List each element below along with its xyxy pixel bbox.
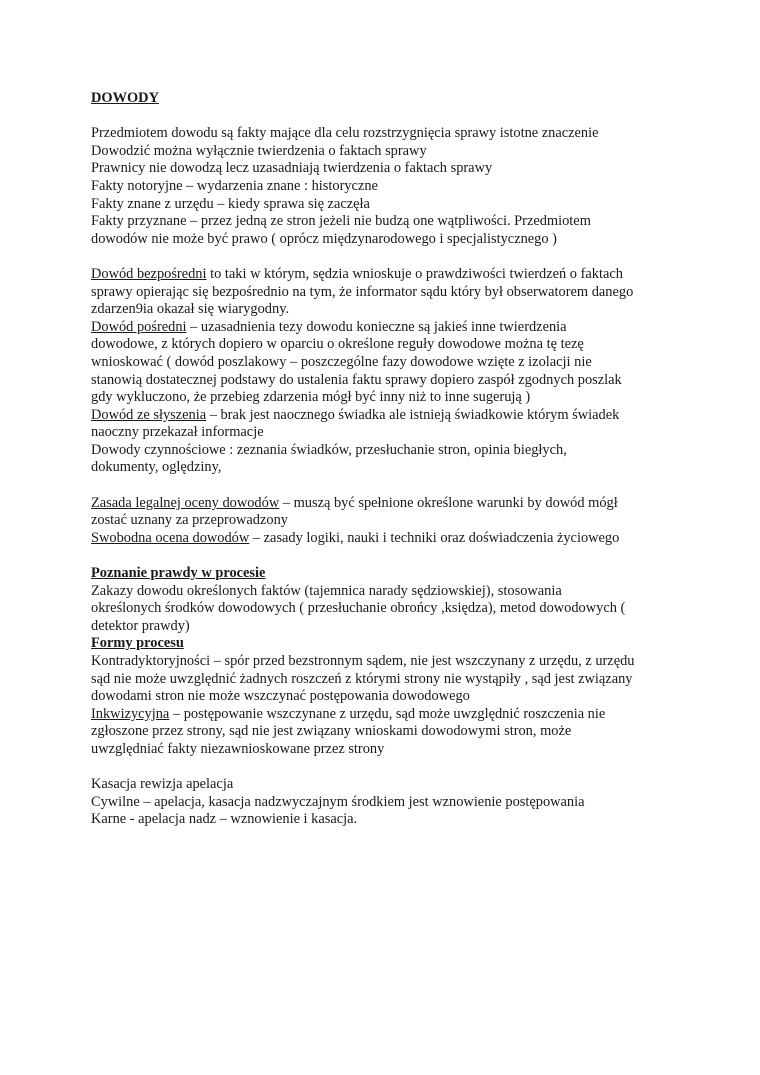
text-line bbox=[91, 319, 681, 337]
text-line: Dowodzić można wyłącznie twierdzenia o faktach sprawy bbox=[91, 142, 427, 159]
text-line: dowodowe, z których dopiero w oparciu o określone reguły dowodowe można tę tezę bbox=[91, 336, 584, 353]
text-line: zdarzen9ia okazał się wiarygodny. bbox=[91, 301, 290, 318]
term-dowod-bezposredni: Dowód bezpośredni bbox=[91, 265, 207, 282]
text-line: dowodów nie może być prawo ( oprócz międzynarodowego i specjalistycznego ) bbox=[91, 230, 557, 247]
text-line: zgłoszone przez strony, sąd nie jest związany wnioskami dowodowymi stron, może bbox=[91, 723, 572, 740]
text-fragment: – postępowanie wszczynane z urzędu, sąd może uwzględnić roszczenia nie bbox=[169, 705, 606, 722]
spacer bbox=[91, 547, 681, 565]
text-line bbox=[91, 407, 681, 425]
term-swobodna-ocena: Swobodna ocena dowodów bbox=[91, 529, 250, 546]
text-line bbox=[91, 495, 681, 513]
text-line: gdy wykluczono, że przebieg zdarzenia mógł być inny niż to inne sugerują ) bbox=[91, 389, 531, 406]
text-fragment: – muszą być spełnione określone warunki by dowód mógł bbox=[279, 494, 618, 511]
term-zasada-legalnej-oceny: Zasada legalnej oceny dowodów bbox=[91, 494, 280, 511]
text-line: Przedmiotem dowodu są fakty mające dla celu rozstrzygnięcia sprawy istotne znaczenie bbox=[91, 125, 599, 142]
text-line: Cywilne – apelacja, kasacja nadzwyczajnym środkiem jest wznowienie postępowania bbox=[91, 793, 585, 810]
section-heading-poznanie: Poznanie prawdy w procesie bbox=[91, 565, 266, 582]
text-line: określonych środków dowodowych ( przesłuchanie obrońcy ,księdza), metod dowodowych ( bbox=[91, 600, 626, 617]
text-line: zostać uznany za przeprowadzony bbox=[91, 512, 288, 529]
text-line bbox=[91, 530, 681, 548]
text-line: Kontradyktoryjności – spór przed bezstronnym sądem, nie jest wszczynany z urzędu, z urzędu bbox=[91, 653, 635, 669]
spacer bbox=[91, 477, 681, 495]
text-line bbox=[91, 266, 681, 284]
text-line: Fakty przyznane – przez jedną ze stron jeżeli nie budzą one wątpliwości. Przedmiotem bbox=[91, 213, 591, 230]
text-line: Fakty znane z urzędu – kiedy sprawa się zaczęła bbox=[91, 195, 370, 212]
text-line: Dowody czynnościowe : zeznania świadków, przesłuchanie stron, opinia biegłych, bbox=[91, 441, 567, 458]
text-line: Prawnicy nie dowodzą lecz uzasadniają twierdzenia o faktach sprawy bbox=[91, 160, 493, 177]
text-line: dowodami stron nie może wszczynać postępowania dowodowego bbox=[91, 688, 470, 705]
term-dowod-ze-sluszenia: Dowód ze słyszenia bbox=[91, 406, 207, 423]
term-inkwizycyjna: Inkwizycyjna bbox=[91, 705, 170, 722]
text-line: stanowią dostatecznej podstawy do ustalenia faktu sprawy dopiero zaspół zgodnych poszlak bbox=[91, 371, 622, 388]
page-title: DOWODY bbox=[91, 90, 159, 106]
term-dowod-posredni: Dowód pośredni bbox=[91, 318, 187, 335]
text-fragment: – uzasadnienia tezy dowodu konieczne są jakieś inne twierdzenia bbox=[186, 318, 567, 335]
spacer bbox=[91, 108, 681, 126]
text-line: sprawy opierając się bezpośrednio na tym, że informator sądu który był obserwatorem danego bbox=[91, 283, 634, 300]
text-fragment: to taki w którym, sędzia wnioskuje o prawdziwości twierdzeń o faktach bbox=[206, 265, 623, 282]
text-line: uwzględniać fakty niezawnioskowane przez strony bbox=[91, 740, 385, 757]
document-body bbox=[91, 90, 681, 829]
text-line: Fakty notoryjne – wydarzenia znane : historyczne bbox=[91, 177, 378, 194]
text-line: wnioskować ( dowód poszlakowy – poszczególne fazy dowodowe wzięte z izolacji nie bbox=[91, 353, 592, 370]
text-line: naoczny przekazał informacje bbox=[91, 424, 264, 441]
section-heading-formy: Formy procesu bbox=[91, 635, 184, 652]
text-line: Karne - apelacja nadz – wznowienie i kasacja. bbox=[91, 811, 358, 828]
text-fragment: – zasady logiki, nauki i techniki oraz doświadczenia życiowego bbox=[249, 529, 620, 546]
text-fragment: – brak jest naocznego świadka ale istnieją świadkowie którym świadek bbox=[206, 406, 620, 423]
text-line: sąd nie może uwzględnić żadnych roszczeń z którymi strony nie wystąpiły , sąd jest związany bbox=[91, 670, 633, 687]
text-line: dokumenty, oględziny, bbox=[91, 459, 222, 476]
text-line: Zakazy dowodu określonych faktów (tajemnica narady sędziowskiej), stosowania bbox=[91, 582, 562, 599]
text-line bbox=[91, 706, 681, 724]
spacer bbox=[91, 759, 681, 777]
spacer bbox=[91, 248, 681, 266]
text-line: Kasacja rewizja apelacja bbox=[91, 776, 234, 793]
text-line: detektor prawdy) bbox=[91, 617, 190, 634]
